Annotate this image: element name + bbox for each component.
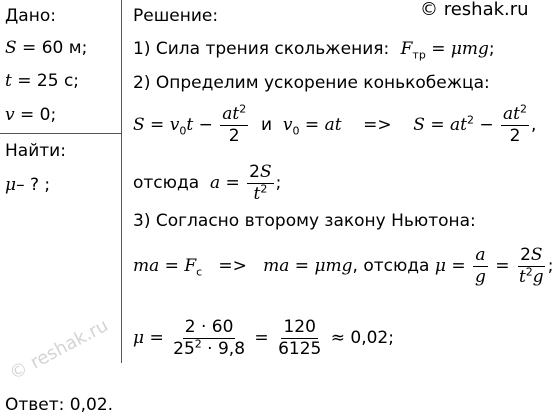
site-brand: © reshak.ru <box>420 0 529 20</box>
given-distance: S = 60 м; <box>5 38 88 58</box>
newton-formula: ma = $F_с$ => ma = μmg, отсюда μ = $\frac{a}{g}$ = $\frac{2S}{t^2g}$ ; <box>133 245 553 287</box>
find-header: Найти: <box>5 141 66 161</box>
calculation-formula: μ = $\frac{2 \cdot 60}{25^2 \cdot 9,8}$ = $\frac{120}{6125}$ ≈ 0,02; <box>133 317 394 359</box>
given-velocity: v = 0; <box>5 105 57 125</box>
given-header: Дано: <box>5 6 56 26</box>
watermark: © reshak.ru <box>6 315 112 385</box>
solution-header: Решение: <box>133 6 219 26</box>
column-divider <box>121 0 122 363</box>
kinematics-formula: $S = v_0t$ − $\frac{at^2}{2}$ и $v_0$ = at => $S = at^2$ − $\frac{at^2}{2}$ , <box>133 102 537 146</box>
step2-line: 2) Определим ускорение конькобежца: <box>133 73 490 93</box>
find-item: μ– ? ; <box>5 175 51 195</box>
step1-line: 1) Сила трения скольжения: $F_{тр} = \mu mg$; <box>133 39 495 62</box>
step3-line: 3) Согласно второму закону Ньютона: <box>133 211 476 231</box>
acceleration-formula: отсюда a = $\frac{2S}{t^2}$ ; <box>133 162 282 204</box>
given-divider <box>0 133 122 134</box>
given-time: t = 25 с; <box>5 71 80 91</box>
answer-line: Ответ: 0,02. <box>5 395 114 415</box>
